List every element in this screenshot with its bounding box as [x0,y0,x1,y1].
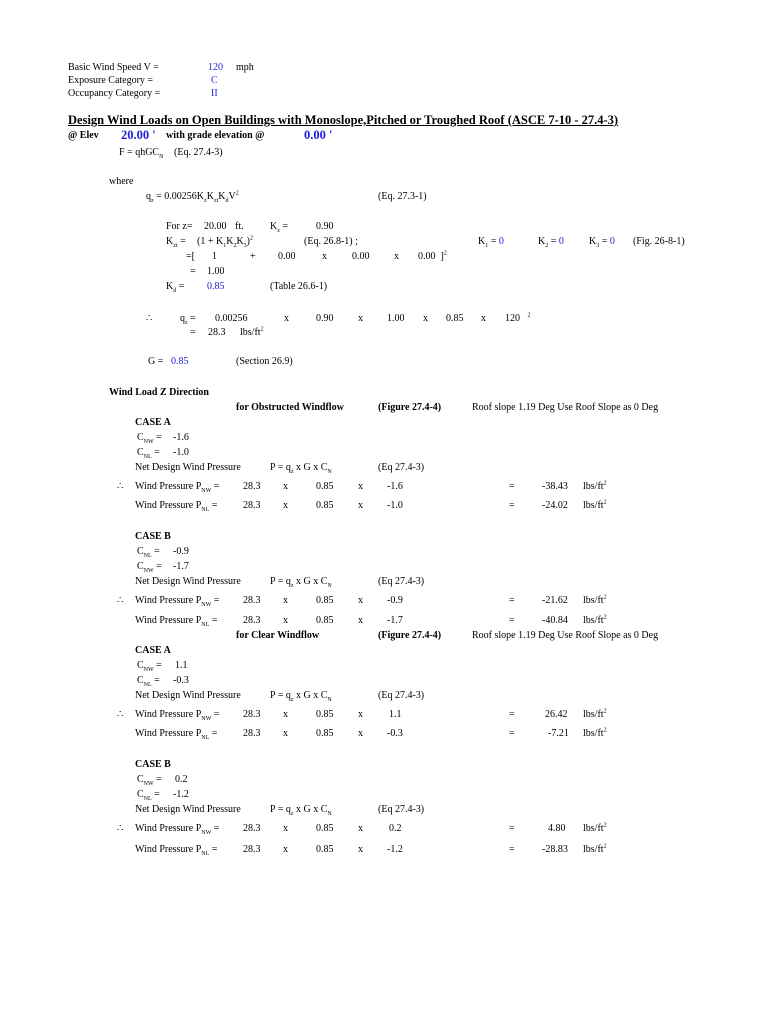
ob-a-pnl-qh: 28.3 [243,500,261,511]
cl-case-a-title: CASE A [135,645,171,656]
ob-b-pnw-qh: 28.3 [243,595,261,606]
ob-a-pnl-c: -1.0 [387,500,403,511]
kzt-eq-k1: 0.00 [278,251,296,262]
cl-b-pnw-x2: x [358,823,363,834]
cl-b-net-label: Net Design Wind Pressure [135,804,241,815]
ob-b-pnl-x2: x [358,615,363,626]
ob-b-pnl-label: Wind Pressure $P_{NL}$ = [135,615,218,628]
cl-b-pnw-unit: lbs/$ft^2$ [583,822,607,834]
kd-ref: (Table 26.6-1) [270,281,328,292]
cl-b-pnl-x1: x [283,844,288,855]
cl-b-eq-ref: (Eq 27.4-3) [378,804,425,815]
ob-b-cnw-value: -1.7 [173,561,189,572]
cl-a-pnl-qh: 28.3 [243,728,261,739]
kzt-formula: $(1 + K_1K_2K_3)^2$ [197,235,254,249]
kzt-eq-plus: + [250,251,256,262]
qz-calc-label: $q_z$ = [180,313,196,326]
ob-a-pnl-x2: x [358,500,363,511]
qz-calc-0: 0.00256 [215,313,248,324]
k1-label: $K_1 = 0$ [478,236,504,249]
ob-a-pnw-label: Wind Pressure $P_{NW}$ = [135,481,220,494]
ob-case-b-title: CASE B [135,531,171,542]
ob-b-net-formula: $P = q_z$ x G x $C_N$ [270,576,332,589]
cl-a-pnl-unit: lbs/$ft^2$ [583,727,607,739]
kzt-eq-k2: 0.00 [352,251,370,262]
cl-b-pnw-label: Wind Pressure $P_{NW}$ = [135,823,220,836]
grade-value: 0.00 ' [304,128,333,142]
therefore-icon: ∴ [117,823,124,834]
kzt-eq-x1: x [322,251,327,262]
ob-b-pnl-eq: = [509,615,515,626]
cl-a-pnl-label: Wind Pressure $P_{NL}$ = [135,728,218,741]
ob-b-cnw-label: $C_{NW}$ = [137,561,162,574]
ob-case-a-title: CASE A [135,417,171,428]
z-unit: ft. [235,221,244,232]
k3-label: $K_3 = 0$ [589,236,615,249]
cl-b-net-formula: $P = q_z$ x G x $C_N$ [270,804,332,817]
occupancy-value: II [211,88,218,99]
kzt-eq-x2: x [394,251,399,262]
ob-a-cnl-value: -1.0 [173,447,189,458]
cl-b-pnl-unit: lbs/$ft^2$ [583,843,607,855]
ob-a-pnw-g: 0.85 [316,481,334,492]
force-formula: F = qhGC$_N$ [119,147,164,160]
wind-speed-unit: mph [236,62,254,73]
ob-a-pnw-x1: x [283,481,288,492]
cl-b-cnl-value: -1.2 [173,789,189,800]
ob-b-pnl-c: -1.7 [387,615,403,626]
ob-b-pnl-result: -40.84 [542,615,568,626]
ob-a-pnw-qh: 28.3 [243,481,261,492]
cl-a-pnw-eq: = [509,709,515,720]
kzt-label: $K_{zt}$ = [166,236,186,249]
cl-a-pnl-x1: x [283,728,288,739]
for-z-label: For z= [166,221,193,232]
cl-b-pnw-g: 0.85 [316,823,334,834]
ob-a-pnw-c: -1.6 [387,481,403,492]
therefore-icon: ∴ [117,709,124,720]
page-title: Design Wind Loads on Open Buildings with Monoslope,Pitched or Troughed Roof (ASCE 7-10 - 27.4-3) [68,113,619,127]
qz-result-eq: = [190,327,196,338]
qz-calc-1: x [284,313,289,324]
cl-b-pnw-result: 4.80 [548,823,566,834]
kzt-eq-open: =[ [186,251,195,262]
ob-a-cnw-label: $C_{NW}$ = [137,432,162,445]
ob-b-pnw-x1: x [283,595,288,606]
exposure-label: Exposure Category = [68,75,154,86]
wind-speed-value: 120 [208,62,223,73]
ob-a-pnl-x1: x [283,500,288,511]
ob-b-pnw-c: -0.9 [387,595,403,606]
k1-value: 0 [498,236,504,247]
occupancy-label: Occupancy Category = [68,88,161,99]
ob-b-cnl-label: $C_{NL}$ = [137,546,160,559]
kz-value: 0.90 [316,221,334,232]
qz-calc-3: x [358,313,363,324]
qz-formula: $q_z = 0.00256K_zK_{zt}K_dV^2$ [146,190,239,204]
g-label: G = [148,356,164,367]
wind-speed-label: Basic Wind Speed V = [68,62,159,73]
ob-b-pnw-x2: x [358,595,363,606]
cl-b-pnl-g: 0.85 [316,844,334,855]
grade-label: with grade elevation @ [166,130,265,141]
therefore-icon: ∴ [146,313,153,324]
qz-calc-4: 1.00 [387,313,405,324]
fig-ref: (Fig. 26-8-1) [633,236,685,247]
force-eq-ref: (Eq. 27.4-3) [174,147,223,158]
cl-b-pnw-eq: = [509,823,515,834]
qz-eq-ref: (Eq. 27.3-1) [378,191,427,202]
therefore-icon: ∴ [117,595,124,606]
cl-a-pnw-result: 26.42 [545,709,568,720]
cl-a-pnw-x2: x [358,709,363,720]
cl-a-net-label: Net Design Wind Pressure [135,690,241,701]
cl-a-cnl-label: $C_{NL}$ = [137,675,160,688]
ob-a-cnl-label: $C_{NL}$ = [137,447,160,460]
ob-a-net-formula: $P = q_z$ x G x $C_N$ [270,462,332,475]
kz-label: $K_z$ = [270,221,289,234]
qz-calc-2: 0.90 [316,313,334,324]
cl-b-pnl-eq: = [509,844,515,855]
clear-fig: (Figure 27.4-4) [378,630,442,641]
cl-a-pnl-eq: = [509,728,515,739]
kzt-eq-equals: = [190,266,196,277]
cl-a-cnl-value: -0.3 [173,675,189,686]
cl-a-pnw-label: Wind Pressure $P_{NW}$ = [135,709,220,722]
kd-label: $K_d$ = [166,281,185,294]
ob-a-pnl-label: Wind Pressure $P_{NL}$ = [135,500,218,513]
ob-a-cnw-value: -1.6 [173,432,189,443]
qz-calc-7: x [481,313,486,324]
cl-a-pnw-unit: lbs/$ft^2$ [583,708,607,720]
cl-a-pnl-g: 0.85 [316,728,334,739]
ob-b-pnl-qh: 28.3 [243,615,261,626]
ob-a-eq-ref: (Eq 27.4-3) [378,462,425,473]
cl-b-pnw-c: 0.2 [389,823,402,834]
ob-b-pnl-g: 0.85 [316,615,334,626]
therefore-icon: ∴ [117,481,124,492]
ob-b-pnw-eq: = [509,595,515,606]
ob-a-pnw-result: -38.43 [542,481,568,492]
ob-a-pnl-g: 0.85 [316,500,334,511]
exposure-value: C [211,75,218,86]
cl-b-cnl-label: $C_{NL}$ = [137,789,160,802]
ob-a-pnl-unit: lbs/$ft^2$ [583,499,607,511]
elev-value: 20.00 ' [121,128,156,142]
kzt-eq-ref: (Eq. 26.8-1) ; [304,236,358,247]
kzt-eq-k3: 0.00 ]$^2$ [418,250,447,262]
cl-a-cnw-label: $C_{NW}$ = [137,660,162,673]
cl-a-pnw-x1: x [283,709,288,720]
ob-b-cnl-value: -0.9 [173,546,189,557]
cl-b-pnl-label: Wind Pressure $P_{NL}$ = [135,844,218,857]
cl-a-net-formula: $P = q_z$ x G x $C_N$ [270,690,332,703]
cl-a-pnl-result: -7.21 [548,728,569,739]
ob-b-pnl-x1: x [283,615,288,626]
qz-calc-5: x [423,313,428,324]
qz-result-value: 28.3 [208,327,226,338]
qz-result-unit: lbs/$ft^2$ [240,326,264,338]
ob-a-pnw-unit: lbs/$ft^2$ [583,480,607,492]
direction-heading: Wind Load Z Direction [109,387,209,398]
cl-a-pnl-c: -0.3 [387,728,403,739]
ob-a-pnl-eq: = [509,500,515,511]
ob-b-net-label: Net Design Wind Pressure [135,576,241,587]
cl-a-eq-ref: (Eq 27.4-3) [378,690,425,701]
cl-b-pnw-qh: 28.3 [243,823,261,834]
cl-b-cnw-value: 0.2 [175,774,188,785]
cl-a-pnw-c: 1.1 [389,709,402,720]
qz-calc-6: 0.85 [446,313,464,324]
cl-b-cnw-label: $C_{NW}$ = [137,774,162,787]
z-value: 20.00 [204,221,227,232]
qz-calc-8: 120 $^2$ [505,312,531,324]
ob-a-net-label: Net Design Wind Pressure [135,462,241,473]
cl-a-pnw-g: 0.85 [316,709,334,720]
cl-case-b-title: CASE B [135,759,171,770]
obstructed-slope-note: Roof slope 1.19 Deg Use Roof Slope as 0 Deg [472,402,659,413]
ob-b-pnw-result: -21.62 [542,595,568,606]
kzt-eq-one: 1 [212,251,217,262]
ob-a-pnw-eq: = [509,481,515,492]
kd-value: 0.85 [207,281,225,292]
cl-a-pnw-qh: 28.3 [243,709,261,720]
cl-a-cnw-value: 1.1 [175,660,188,671]
cl-b-pnl-result: -28.83 [542,844,568,855]
k2-label: $K_2 = 0$ [538,236,564,249]
where-label: where [109,176,134,187]
cl-b-pnl-x2: x [358,844,363,855]
obstructed-title: for Obstructed Windflow [236,402,344,413]
clear-slope-note: Roof slope 1.19 Deg Use Roof Slope as 0 Deg [472,630,659,641]
cl-a-pnl-x2: x [358,728,363,739]
ob-b-pnw-unit: lbs/$ft^2$ [583,594,607,606]
g-value: 0.85 [171,356,189,367]
clear-title: for Clear Windflow [236,630,320,641]
cl-b-pnl-c: -1.2 [387,844,403,855]
elev-label: @ Elev [68,130,99,141]
k2-value: 0 [558,236,564,247]
ob-a-pnw-x2: x [358,481,363,492]
ob-b-pnl-unit: lbs/$ft^2$ [583,614,607,626]
k3-value: 0 [609,236,615,247]
g-ref: (Section 26.9) [236,356,293,367]
cl-b-pnl-qh: 28.3 [243,844,261,855]
ob-b-eq-ref: (Eq 27.4-3) [378,576,425,587]
ob-a-pnl-result: -24.02 [542,500,568,511]
ob-b-pnw-g: 0.85 [316,595,334,606]
obstructed-fig: (Figure 27.4-4) [378,402,442,413]
kzt-result: 1.00 [207,266,225,277]
cl-b-pnw-x1: x [283,823,288,834]
ob-b-pnw-label: Wind Pressure $P_{NW}$ = [135,595,220,608]
